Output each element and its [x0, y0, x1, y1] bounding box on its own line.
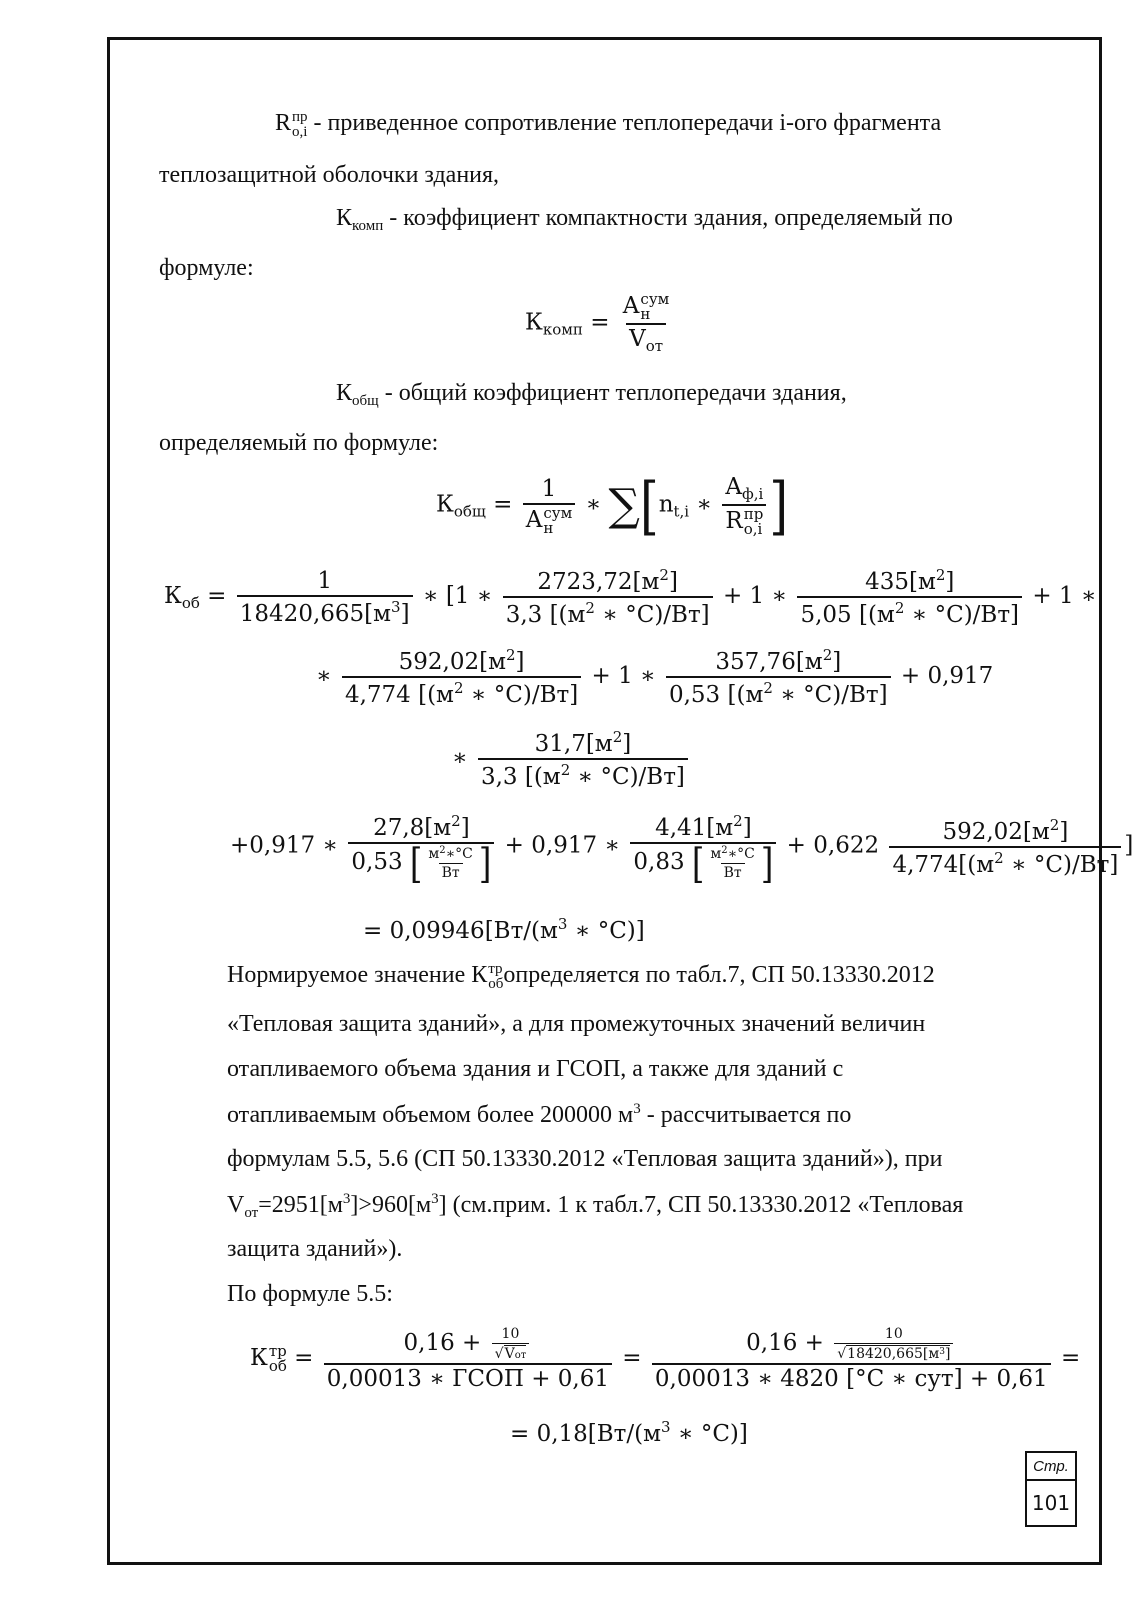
calc-line-2: ∗ $\frac{592,02[м^2]}{4,774 [(м^2 ∗ ^\circ C)/Вт]}$ + 1 ∗ $\frac{357,76[м^2]}{0,53 [(м^2 ∗ ^\circ C)/Вт]}$ + 0,917 — [316, 646, 994, 708]
kobsh-definition-continuation: определяемый по формуле: — [159, 430, 439, 456]
ktr-result: = $0,18[Вт/(м^3$ ∗ °C)] — [510, 1418, 748, 1447]
kobsh-definition-line: $К_{общ}$ - общий коэффициент теплопередачи здания, — [336, 380, 847, 409]
page-number: 101 — [1031, 1491, 1071, 1515]
kkomp-fraction: A сум н $V_{от}$ — [622, 290, 670, 355]
page-number-stamp — [1025, 1451, 1077, 1527]
para-line-4: отапливаемым объемом более 200000 $м^3$ - рассчитывается по — [227, 1101, 852, 1128]
r-indices: пр o,i — [292, 109, 308, 140]
calc-line-3: ∗ $\frac{31,7[м^2]}{3,3 [(м^2 ∗ ^\circ C)/Вт]}$ — [452, 728, 691, 790]
r-definition-line — [275, 110, 941, 140]
calc-result: = $0,09946[Вт/(м^3$ ∗ °C)] — [363, 915, 645, 944]
formula-ktr: К тр об = 0,16 + $\frac{10}{\text{√Vот}}$ 0,00013 ∗ ГСОП + 0,61 = 0,16 + $\frac{10}{√18420,665[м^3]}$ 0,00013 ∗ 4820 [°C ∗ сут] + 0,61 = — [250, 1326, 1081, 1392]
para-line-7: защита зданий»). — [227, 1236, 403, 1262]
para-line-6: $V_{от}=2951[м^3]>960[м^3]$ (см.прим. 1 к табл.7, СП 50.13330.2012 «Тепловая — [227, 1191, 964, 1221]
sum-symbol: ∑ — [608, 479, 640, 531]
r-symbol: R — [275, 110, 292, 136]
para-line-8: По формуле 5.5: — [227, 1281, 393, 1307]
formula-kkomp: $К_{комп}$ = A сум н $V_{от}$ — [525, 292, 675, 355]
kkomp-definition-line: $К_{комп}$ - коэффициент компактности здания, определяемый по — [336, 205, 953, 234]
para-line-5: формулам 5.5, 5.6 (СП 50.13330.2012 «Тепловая защита зданий»), при — [227, 1146, 943, 1172]
para-line-1: Нормируемое значение К тр об определяется по табл.7, СП 50.13330.2012 — [227, 961, 935, 992]
r-definition-continuation: теплозащитной оболочки здания, — [159, 162, 500, 188]
para-line-2: «Тепловая защита зданий», а для промежуточных значений величин — [227, 1011, 926, 1037]
calc-line-1: $К_{об}$ = $\frac{1}{18420,665[м^3]}$ ∗ [1 ∗ $\frac{2723,72[м^2]}{3,3 [(м^2 ∗ ^\circ C)/Вт]}$ + 1 ∗ $\frac{435[м^2]}{5,05 [(м^2 ∗ ^\circ C)/Вт]}$ + 1 ∗ — [164, 566, 1097, 628]
para-line-3: отапливаемого объема здания и ГСОП, а также для зданий с — [227, 1056, 844, 1082]
formula-kobsh: $К_{общ}$ = 1 A сум н ∗ $\sum[n_{t,i}$ ∗ $A_{ф,i}$ R пр o,i ] — [436, 469, 789, 542]
page-label: Стр. — [1027, 1453, 1075, 1481]
calc-line-4: +0,917 ∗ $27,8[м^2]$ 0,53 [ $\frac{м^2∗^\circ C}{Вт}$ ] + 0,917 ∗ $4,41[м^2]$ 0,83 [ $\frac{м^2∗^\circ C}{Вт}$ ] + 0,622 $\frac{592,02[м^2]}{4,774[(м^2 ∗ ^\circ C)/Вт]}$ ] — [230, 812, 1133, 888]
kkomp-definition-continuation: формуле: — [159, 255, 254, 281]
r-definition-text: - приведенное сопротивление теплопередачи i-ого фрагмента — [307, 110, 942, 136]
